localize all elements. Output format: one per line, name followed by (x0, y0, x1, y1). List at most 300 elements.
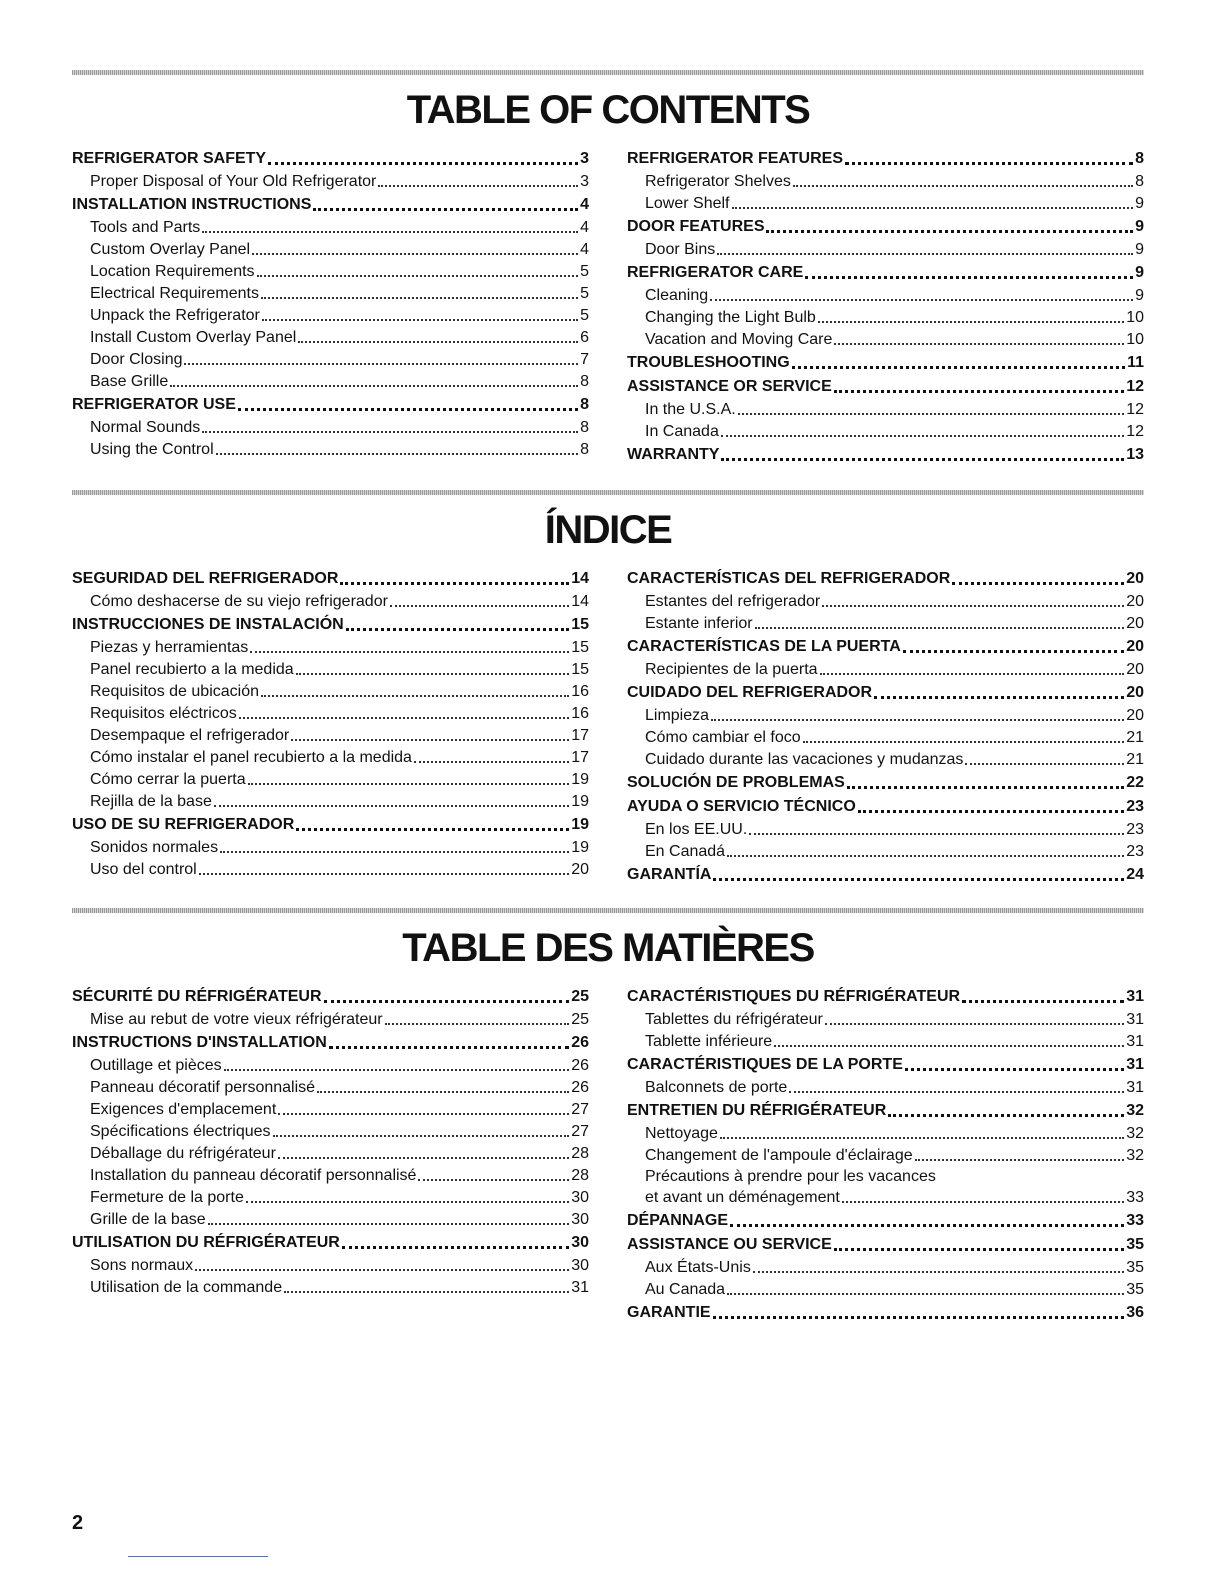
toc-entry-page: 30 (571, 1189, 589, 1206)
toc-entry-title: Sonidos normales (90, 839, 219, 856)
toc-entry-title: Limpieza (645, 707, 710, 724)
toc-heading-entry (627, 1053, 1144, 1077)
dot-leader (214, 804, 569, 807)
toc-entry-title: Base Grille (90, 373, 169, 390)
dot-leader (766, 229, 1133, 233)
toc-entry-page: 16 (571, 683, 589, 700)
dot-leader (291, 738, 569, 741)
toc-sub-entry (627, 727, 1144, 749)
dot-leader (257, 274, 579, 277)
toc-entry-page: 5 (580, 285, 589, 302)
toc-sub-entry (72, 217, 589, 239)
toc-entry-page: 7 (580, 351, 589, 368)
toc-entry-page: 15 (571, 639, 589, 656)
toc-entry-page: 20 (1126, 615, 1144, 632)
toc-entry-title: CARACTÉRISTIQUES DE LA PORTE (627, 1056, 903, 1073)
toc-entry-title: Installation du panneau décoratif personnalisé (90, 1167, 417, 1184)
dot-leader (822, 604, 1124, 607)
toc-entry-title: REFRIGERATOR USE (72, 396, 236, 413)
toc-entry-title: INSTRUCCIONES DE INSTALACIÓN (72, 616, 344, 633)
toc-entry-page: 4 (580, 241, 589, 258)
toc-entry-page: 9 (1135, 218, 1144, 235)
dot-leader (792, 365, 1125, 369)
toc-sub-entry (72, 837, 589, 859)
toc-entry-page: 9 (1135, 287, 1144, 304)
toc-entry-page: 12 (1126, 378, 1144, 395)
toc-heading-entry (72, 567, 589, 591)
dot-leader (711, 718, 1124, 721)
toc-entry-title: Changement de l'ampoule d'éclairage (645, 1147, 913, 1164)
dot-leader (793, 184, 1133, 187)
toc-entry-page: 13 (1126, 446, 1144, 463)
toc-heading-entry (627, 1209, 1144, 1233)
toc-heading-entry (627, 375, 1144, 399)
toc-entry-title: Door Bins (645, 241, 716, 258)
toc-entry-page: 15 (571, 661, 589, 678)
toc-entry-title: Rejilla de la base (90, 793, 212, 810)
toc-entry-title: Sons normaux (90, 1257, 194, 1274)
toc-entry-page: 33 (1126, 1189, 1144, 1206)
toc-sub-entry (72, 591, 589, 613)
toc-entry-page: 16 (571, 705, 589, 722)
toc-entry-title: CARACTERÍSTICAS DE LA PUERTA (627, 638, 901, 655)
toc-entry-title: SÉCURITÉ DU RÉFRIGÉRATEUR (72, 988, 322, 1005)
toc-entry-page: 35 (1126, 1281, 1144, 1298)
toc-entry-page: 20 (1126, 707, 1144, 724)
dot-leader (847, 785, 1124, 789)
toc-entry-title: Estante inferior (645, 615, 753, 632)
toc-sub-entry (72, 349, 589, 371)
toc-entry-page: 24 (1126, 866, 1144, 883)
toc-sub-entry (72, 327, 589, 349)
toc-entry-page: 25 (571, 1011, 589, 1028)
dot-leader (820, 672, 1125, 675)
toc-heading-entry (72, 1231, 589, 1255)
toc-entry-page: 31 (1126, 1033, 1144, 1050)
toc-entry-page: 20 (1126, 684, 1144, 701)
dot-leader (805, 275, 1133, 279)
dot-leader (273, 1134, 570, 1137)
toc-sub-entry (72, 681, 589, 703)
toc-heading-entry (627, 681, 1144, 705)
dot-leader (803, 740, 1125, 743)
toc-entry-title: En los EE.UU. (645, 821, 748, 838)
toc-entry-title: Refrigerator Shelves (645, 173, 791, 190)
dot-leader (340, 581, 569, 585)
toc-section-french (72, 908, 1144, 1325)
toc-entry-title: DOOR FEATURES (627, 218, 765, 235)
toc-sub-entry (627, 285, 1144, 307)
dot-leader (903, 649, 1124, 653)
toc-entry-title: SEGURIDAD DEL REFRIGERADOR (72, 570, 339, 587)
toc-heading-entry (627, 261, 1144, 285)
toc-entry-page: 20 (1126, 638, 1144, 655)
toc-entry-page: 33 (1126, 1212, 1144, 1229)
toc-entry-title: USO DE SU REFRIGERADOR (72, 816, 295, 833)
toc-entry-title: Au Canada (645, 1281, 726, 1298)
toc-entry-title: Mise au rebut de votre vieux réfrigérateur (90, 1011, 383, 1028)
toc-sub-entry (72, 703, 589, 725)
toc-entry-page: 25 (571, 988, 589, 1005)
toc-entry-title: REFRIGERATOR SAFETY (72, 150, 267, 167)
toc-entry-title: Cómo cambiar el foco (645, 729, 801, 746)
toc-entry-page: 35 (1126, 1236, 1144, 1253)
toc-entry-title: Tablette inférieure (645, 1033, 773, 1050)
dot-leader (842, 1200, 1124, 1203)
toc-entry-page: 19 (571, 816, 589, 833)
toc-heading-entry (72, 985, 589, 1009)
dot-leader (378, 184, 578, 187)
toc-entry-page: 36 (1126, 1304, 1144, 1321)
toc-entry-page: 27 (571, 1123, 589, 1140)
toc-right-column (627, 147, 1144, 467)
toc-heading-entry (627, 215, 1144, 239)
dot-leader (268, 161, 578, 165)
toc-entry-title: Panneau décoratif personnalisé (90, 1079, 316, 1096)
toc-entry-title: WARRANTY (627, 446, 720, 463)
toc-entry-title: Tablettes du réfrigérateur (645, 1011, 823, 1028)
toc-entry-page: 23 (1126, 821, 1144, 838)
toc-entry-title: Normal Sounds (90, 419, 201, 436)
toc-entry-title: CARACTÉRISTIQUES DU RÉFRIGÉRATEUR (627, 988, 961, 1005)
toc-entry-page: 4 (580, 219, 589, 236)
toc-heading-entry (627, 1099, 1144, 1123)
toc-entry-page: 14 (571, 570, 589, 587)
toc-heading-entry (627, 863, 1144, 887)
dot-leader (202, 430, 578, 433)
toc-entry-title: REFRIGERATOR FEATURES (627, 150, 844, 167)
toc-heading-entry (627, 1233, 1144, 1257)
toc-entry-title: Recipientes de la puerta (645, 661, 818, 678)
toc-entry-title: GARANTIE (627, 1304, 711, 1321)
toc-heading-entry (627, 147, 1144, 171)
toc-sub-entry (627, 1187, 1144, 1209)
dot-leader (296, 827, 569, 831)
dot-leader (713, 1315, 1125, 1319)
dot-leader (749, 832, 1124, 835)
toc-entry-page: 22 (1126, 774, 1144, 791)
toc-entry-page: 31 (1126, 1079, 1144, 1096)
toc-entry-title: Aux États-Unis (645, 1259, 751, 1276)
toc-entry-title: Cleaning (645, 287, 709, 304)
toc-entry-title: In the U.S.A. (645, 401, 736, 418)
dot-leader (278, 1112, 569, 1115)
toc-entry-title: En Canadá (645, 843, 726, 860)
toc-section-spanish (72, 490, 1144, 887)
dot-leader (845, 161, 1133, 165)
toc-entry-title: AYUDA O SERVICIO TÉCNICO (627, 798, 856, 815)
dot-leader (818, 320, 1124, 323)
toc-sub-entry (627, 329, 1144, 351)
toc-entry-title: Utilisation de la commande (90, 1279, 283, 1296)
toc-sub-entry (72, 283, 589, 305)
toc-entry-page: 11 (1127, 354, 1144, 371)
toc-sub-entry (72, 1143, 589, 1165)
dot-leader (261, 694, 569, 697)
toc-entry-page: 3 (580, 173, 589, 190)
dot-leader (825, 1022, 1124, 1025)
toc-entry-title: Uso del control (90, 861, 197, 878)
toc-sub-entry (627, 239, 1144, 261)
toc-entry-title: Desempaque el refrigerador (90, 727, 290, 744)
toc-sub-entry (72, 239, 589, 261)
toc-sub-entry (72, 1209, 589, 1231)
section-title: TABLE DES MATIÈRES (402, 926, 814, 970)
toc-sub-entry (627, 591, 1144, 613)
toc-entry-page: 5 (580, 307, 589, 324)
dot-leader (252, 252, 578, 255)
toc-sub-entry (72, 1121, 589, 1143)
toc-entry-title: Cómo instalar el panel recubierto a la medida (90, 749, 412, 766)
toc-sub-entry (72, 1077, 589, 1099)
dot-leader (195, 1268, 569, 1271)
toc-entry-page: 28 (571, 1145, 589, 1162)
toc-entry-page: 32 (1126, 1147, 1144, 1164)
dot-leader (329, 1045, 569, 1049)
toc-entry-title: ASSISTANCE OR SERVICE (627, 378, 832, 395)
toc-sub-entry (72, 769, 589, 791)
toc-sub-entry (72, 261, 589, 283)
toc-sub-entry (72, 1055, 589, 1077)
toc-entry-page: 26 (571, 1034, 589, 1051)
toc-entry-page: 21 (1126, 729, 1144, 746)
toc-sub-entry (72, 305, 589, 327)
toc-entry-title: Précautions à prendre pour les vacances (645, 1168, 936, 1185)
toc-entry-title: SOLUCIÓN DE PROBLEMAS (627, 774, 845, 791)
toc-sub-entry (72, 1099, 589, 1121)
toc-entry-page: 10 (1126, 331, 1144, 348)
toc-sub-entry (627, 819, 1144, 841)
dot-leader (346, 627, 569, 631)
dot-leader (874, 695, 1124, 699)
toc-sub-entry (627, 421, 1144, 443)
toc-entry-page: 35 (1126, 1259, 1144, 1276)
toc-sub-entry (72, 171, 589, 193)
toc-entry-title: Balconnets de porte (645, 1079, 788, 1096)
toc-entry-title: Spécifications électriques (90, 1123, 271, 1140)
toc-entry-page: 9 (1135, 195, 1144, 212)
dot-leader (834, 389, 1124, 393)
dot-leader (317, 1090, 569, 1093)
toc-entry-page: 5 (580, 263, 589, 280)
toc-entry-title: DÉPANNAGE (627, 1212, 729, 1229)
toc-entry-page: 14 (571, 593, 589, 610)
toc-heading-entry (627, 985, 1144, 1009)
dot-leader (721, 434, 1124, 437)
dot-leader (713, 877, 1124, 881)
toc-entry-title: Panel recubierto a la medida (90, 661, 294, 678)
toc-sub-entry (72, 747, 589, 769)
dot-leader (858, 809, 1124, 813)
toc-entry-title: Requisitos de ubicación (90, 683, 259, 700)
toc-sub-entry (627, 171, 1144, 193)
toc-right-column (627, 985, 1144, 1325)
dot-leader (220, 850, 569, 853)
toc-heading-entry (72, 1031, 589, 1055)
toc-sub-entry (72, 859, 589, 881)
toc-entry-page: 17 (571, 749, 589, 766)
toc-sub-entry (72, 659, 589, 681)
toc-heading-entry (627, 351, 1144, 375)
dot-leader (834, 1247, 1124, 1251)
dot-leader (965, 762, 1124, 765)
toc-entry-page: 19 (571, 839, 589, 856)
toc-entry-title: Déballage du réfrigérateur (90, 1145, 276, 1162)
dot-leader (324, 999, 570, 1003)
toc-sub-entry (72, 371, 589, 393)
dot-leader (250, 650, 569, 653)
toc-entry-title: ASSISTANCE OU SERVICE (627, 1236, 832, 1253)
toc-entry-title: Vacation and Moving Care (645, 331, 833, 348)
dot-leader (414, 760, 569, 763)
section-divider (72, 490, 1144, 495)
toc-heading-entry (72, 393, 589, 417)
toc-entry-page: 31 (571, 1279, 589, 1296)
dot-leader (239, 716, 569, 719)
toc-entry-page: 8 (1135, 173, 1144, 190)
toc-sub-entry (627, 1009, 1144, 1031)
toc-sub-entry (72, 439, 589, 461)
toc-entry-page: 19 (571, 771, 589, 788)
toc-entry-page: 12 (1126, 423, 1144, 440)
toc-sub-entry (72, 637, 589, 659)
toc-sub-entry (72, 791, 589, 813)
toc-entry-page: 8 (580, 373, 589, 390)
toc-entry-page: 20 (1126, 593, 1144, 610)
toc-sub-entry (627, 841, 1144, 863)
toc-entry-page: 20 (1126, 570, 1144, 587)
toc-heading-entry (627, 567, 1144, 591)
toc-entry-page: 9 (1135, 264, 1144, 281)
toc-sub-entry (627, 399, 1144, 421)
toc-sub-entry (627, 1123, 1144, 1145)
dot-leader (753, 1270, 1124, 1273)
dot-leader (720, 1136, 1124, 1139)
toc-sub-entry (72, 1009, 589, 1031)
toc-entry-page: 28 (571, 1167, 589, 1184)
toc-entry-page: 15 (571, 616, 589, 633)
toc-entry-page: 9 (1135, 241, 1144, 258)
dot-leader (284, 1290, 569, 1293)
dot-leader (717, 252, 1133, 255)
dot-leader (727, 1292, 1124, 1295)
toc-entry-title: Door Closing (90, 351, 183, 368)
bottom-rule (128, 1556, 268, 1557)
section-divider (72, 908, 1144, 913)
toc-sub-entry (72, 1277, 589, 1299)
dot-leader (710, 298, 1133, 301)
dot-leader (888, 1113, 1124, 1117)
toc-entry-title: Cómo deshacerse de su viejo refrigerador (90, 593, 388, 610)
dot-leader (238, 407, 578, 411)
toc-entry-title: Lower Shelf (645, 195, 730, 212)
dot-leader (721, 457, 1124, 461)
toc-sub-entry (627, 749, 1144, 771)
toc-sub-entry (627, 1279, 1144, 1301)
toc-entry-page: 31 (1126, 988, 1144, 1005)
dot-leader (202, 230, 578, 233)
toc-heading-entry (72, 613, 589, 637)
toc-entry-title: Using the Control (90, 441, 214, 458)
toc-entry-page: 23 (1126, 798, 1144, 815)
dot-leader (834, 342, 1124, 345)
toc-entry-page: 8 (580, 441, 589, 458)
dot-leader (298, 340, 578, 343)
dot-leader (774, 1044, 1124, 1047)
toc-entry-title: CARACTERÍSTICAS DEL REFRIGERADOR (627, 570, 951, 587)
toc-entry-title: et avant un déménagement (645, 1189, 840, 1206)
toc-sub-entry (627, 613, 1144, 635)
toc-entry-page: 19 (571, 793, 589, 810)
toc-entry-title: In Canada (645, 423, 719, 440)
toc-entry-title: Changing the Light Bulb (645, 309, 816, 326)
dot-leader (278, 1156, 569, 1159)
toc-heading-entry (72, 193, 589, 217)
toc-entry-page: 26 (571, 1079, 589, 1096)
toc-heading-entry (627, 771, 1144, 795)
toc-entry-page: 8 (1135, 150, 1144, 167)
toc-entry-title: CUIDADO DEL REFRIGERADOR (627, 684, 873, 701)
toc-entry-title: Cuidado durante las vacaciones y mudanzas (645, 751, 964, 768)
toc-heading-entry (627, 1301, 1144, 1325)
dot-leader (962, 999, 1124, 1003)
dot-leader (261, 296, 578, 299)
dot-leader (418, 1178, 569, 1181)
toc-entry-page: 32 (1126, 1102, 1144, 1119)
toc-entry-page: 17 (571, 727, 589, 744)
toc-left-column (72, 147, 589, 467)
dot-leader (789, 1090, 1124, 1093)
toc-entry-page: 6 (580, 329, 589, 346)
toc-entry-title: Unpack the Refrigerator (90, 307, 260, 324)
toc-left-column (72, 567, 589, 887)
dot-leader (313, 207, 578, 211)
toc-entry-page: 8 (580, 396, 589, 413)
toc-right-column (627, 567, 1144, 887)
toc-entry-title: Custom Overlay Panel (90, 241, 251, 258)
toc-entry-title: TROUBLESHOOTING (627, 354, 790, 371)
toc-entry-title: Exigences d'emplacement (90, 1101, 277, 1118)
toc-sub-entry (627, 1077, 1144, 1099)
toc-entry-title: INSTRUCTIONS D'INSTALLATION (72, 1034, 327, 1051)
dot-leader (170, 384, 578, 387)
dot-leader (342, 1245, 569, 1249)
toc-sub-entry (627, 1145, 1144, 1167)
toc-entry-title: Outillage et pièces (90, 1057, 222, 1074)
toc-sub-entry (72, 1165, 589, 1187)
toc-entry-page: 4 (580, 196, 589, 213)
toc-entry-page: 30 (571, 1211, 589, 1228)
toc-entry-page: 30 (571, 1257, 589, 1274)
toc-entry-title: GARANTÍA (627, 866, 712, 883)
dot-leader (905, 1067, 1124, 1071)
dot-leader (208, 1222, 570, 1225)
toc-entry-page: 8 (580, 419, 589, 436)
dot-leader (915, 1158, 1125, 1161)
dot-leader (224, 1068, 570, 1071)
toc-entry-title: Location Requirements (90, 263, 255, 280)
toc-entry-title: Install Custom Overlay Panel (90, 329, 297, 346)
toc-entry-page: 23 (1126, 843, 1144, 860)
dot-leader (755, 626, 1125, 629)
toc-entry-title: Electrical Requirements (90, 285, 259, 302)
toc-entry-title: UTILISATION DU RÉFRIGÉRATEUR (72, 1234, 340, 1251)
toc-entry-title: Estantes del refrigerador (645, 593, 821, 610)
toc-sub-entry (72, 1255, 589, 1277)
toc-entry-title: Piezas y herramientas (90, 639, 249, 656)
dot-leader (248, 782, 570, 785)
toc-entry-page: 12 (1126, 401, 1144, 418)
